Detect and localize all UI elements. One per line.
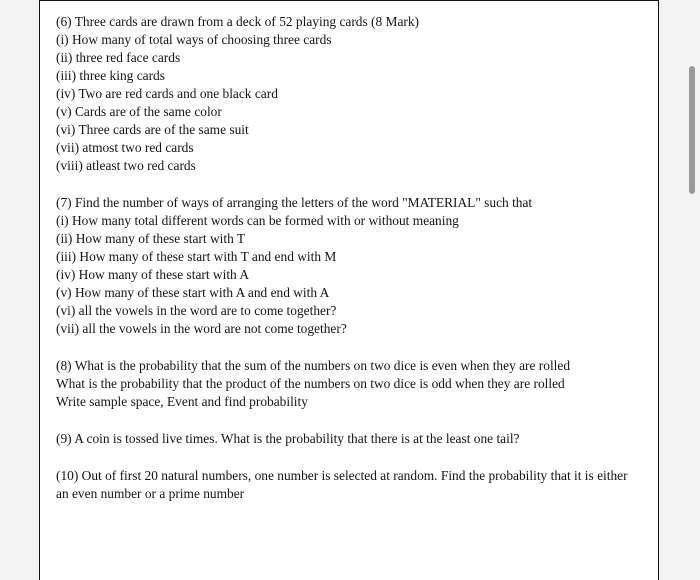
question-7-part-vi: (vi) all the vowels in the word are to come together?	[56, 303, 337, 318]
question-list	[56, 13, 646, 522]
question-10	[56, 467, 646, 503]
question-6-part-ii: (ii) three red face cards	[56, 50, 181, 65]
question-7-part-v: (v) How many of these start with A and end with A	[56, 285, 330, 300]
question-7-part-iii: (iii) How many of these start with T and end with M	[56, 249, 337, 264]
question-6-heading: (6) Three cards are drawn from a deck of 52 playing cards (8 Mark)	[56, 14, 420, 29]
vertical-scrollbar-thumb[interactable]	[689, 66, 695, 194]
question-7-heading: (7) Find the number of ways of arranging the letters of the word "MATERIAL" such that	[56, 195, 533, 210]
document-page	[39, 0, 659, 580]
question-10-line-2: an even number or a prime number	[56, 486, 245, 501]
question-6-part-vi: (vi) Three cards are of the same suit	[56, 122, 249, 137]
question-6-part-vii: (vii) atmost two red cards	[56, 140, 194, 155]
question-10-line-1: (10) Out of first 20 natural numbers, one number is selected at random. Find the probability that it is either	[56, 468, 628, 483]
question-7-part-i: (i) How many total different words can be formed with or without meaning	[56, 213, 459, 228]
question-8-line-1: (8) What is the probability that the sum of the numbers on two dice is even when they are rolled	[56, 358, 571, 373]
question-8-line-3: Write sample space, Event and find probability	[56, 394, 308, 409]
question-6-part-iii: (iii) three king cards	[56, 68, 165, 83]
question-8-line-2: What is the probability that the product of the numbers on two dice is odd when they are rolled	[56, 376, 565, 391]
question-6	[56, 13, 646, 175]
question-7-part-ii: (ii) How many of these start with T	[56, 231, 246, 246]
question-8	[56, 357, 646, 411]
question-9	[56, 430, 646, 448]
question-6-part-v: (v) Cards are of the same color	[56, 104, 222, 119]
question-9-text: (9) A coin is tossed live times. What is the probability that there is at the least one tail?	[56, 431, 520, 446]
question-7-part-vii: (vii) all the vowels in the word are not come together?	[56, 321, 347, 336]
question-7	[56, 194, 646, 338]
question-6-part-i: (i) How many of total ways of choosing three cards	[56, 32, 332, 47]
question-6-part-viii: (viii) atleast two red cards	[56, 158, 196, 173]
question-7-part-iv: (iv) How many of these start with A	[56, 267, 250, 282]
question-6-part-iv: (iv) Two are red cards and one black card	[56, 86, 278, 101]
